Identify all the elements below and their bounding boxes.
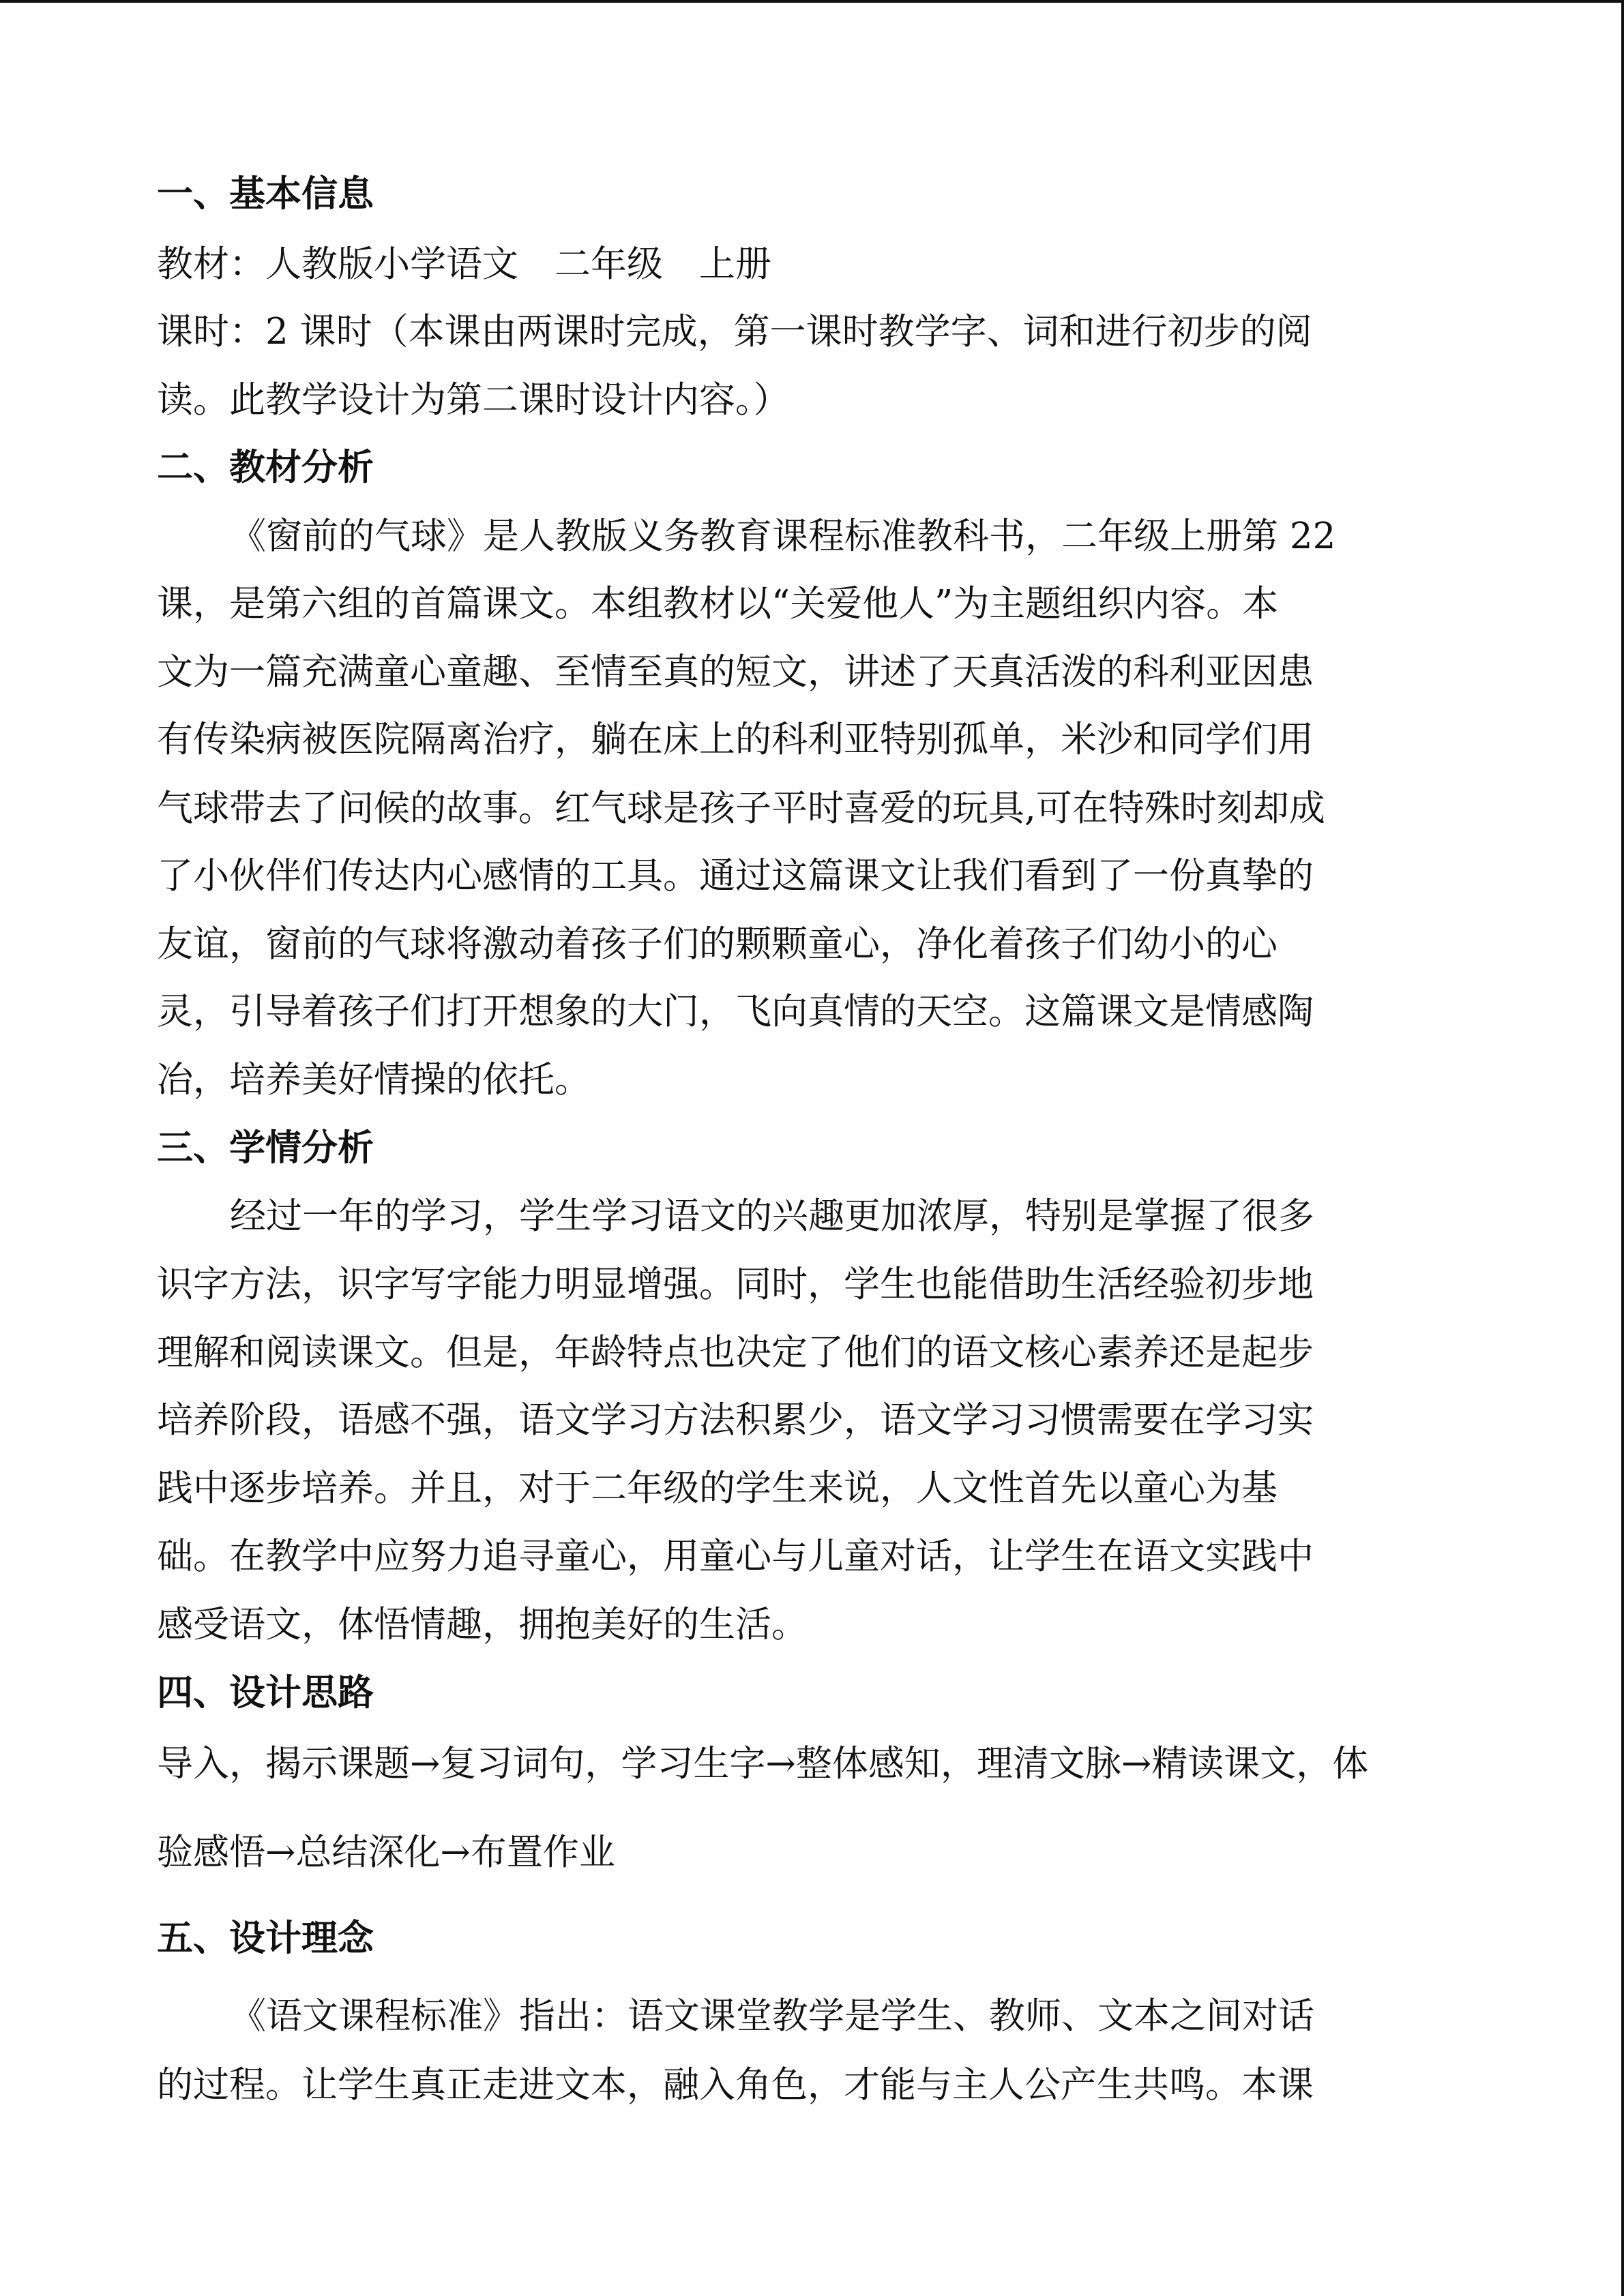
paragraph-line: 冶，培养美好情操的依托。 — [157, 1059, 591, 1101]
page-border-top — [0, 0, 1624, 3]
paragraph-line: 教材：人教版小学语文 二年级 上册 — [157, 243, 771, 285]
paragraph-line: 培养阶段，语感不强，语文学习方法积累少，语文学习习惯需要在学习实 — [157, 1399, 1314, 1441]
paragraph-line: 经过一年的学习，学生学习语文的兴趣更加浓厚，特别是掌握了很多 — [230, 1195, 1314, 1237]
paragraph-line: 《窗前的气球》是人教版义务教育课程标准教科书，二年级上册第 22 — [230, 516, 1336, 557]
paragraph-line: 践中逐步培养。并且，对于二年级的学生来说，人文性首先以童心为基 — [157, 1467, 1278, 1509]
paragraph-line: 有传染病被医院隔离治疗，躺在床上的科利亚特别孤单，米沙和同学们用 — [157, 719, 1314, 760]
section-heading-learner-analysis: 三、学情分析 — [157, 1127, 374, 1169]
paragraph-line: 导入，揭示课题→复习词句，学习生字→整体感知，理清文脉→精读课文，体 — [157, 1743, 1369, 1785]
paragraph-line: 《语文课程标准》指出：语文课堂教学是学生、教师、文本之间对话 — [230, 1995, 1314, 2037]
paragraph-line: 了小伙伴们传达内心感情的工具。通过这篇课文让我们看到了一份真挚的 — [157, 855, 1314, 897]
section-heading-design-philosophy: 五、设计理念 — [157, 1918, 374, 1959]
paragraph-line: 理解和阅读课文。但是，年龄特点也决定了他们的语文核心素养还是起步 — [157, 1332, 1314, 1373]
section-heading-material-analysis: 二、教材分析 — [157, 447, 374, 488]
section-heading-design-approach: 四、设计思路 — [157, 1672, 374, 1714]
paragraph-line: 灵，引导着孩子们打开想象的大门，飞向真情的天空。这篇课文是情感陶 — [157, 991, 1314, 1032]
paragraph-line: 课时：2 课时（本课由两课时完成，第一课时教学字、词和进行初步的阅 — [157, 311, 1312, 353]
paragraph-line: 文为一篇充满童心童趣、至情至真的短文，讲述了天真活泼的科利亚因患 — [157, 651, 1314, 693]
paragraph-line: 气球带去了问候的故事。红气球是孩子平时喜爱的玩具,可在特殊时刻却成 — [157, 788, 1325, 829]
paragraph-line: 友谊，窗前的气球将激动着孩子们的颗颗童心，净化着孩子们幼小的心 — [157, 923, 1278, 965]
paragraph-line: 验感悟→总结深化→布置作业 — [157, 1832, 615, 1873]
page-border-right — [1621, 0, 1624, 2296]
paragraph-line: 感受语文，体悟情趣，拥抱美好的生活。 — [157, 1604, 808, 1645]
paragraph-line: 读。此教学设计为第二课时设计内容。） — [157, 379, 790, 421]
paragraph-line: 识字方法，识字写字能力明显增强。同时，学生也能借助生活经验初步地 — [157, 1264, 1314, 1305]
paragraph-line: 课，是第六组的首篇课文。本组教材以“关爱他人”为主题组织内容。本 — [157, 583, 1279, 625]
section-heading-basic-info: 一、基本信息 — [157, 173, 374, 215]
paragraph-line: 础。在教学中应努力追寻童心，用童心与儿童对话，让学生在语文实践中 — [157, 1536, 1314, 1577]
paragraph-line: 的过程。让学生真正走进文本，融入角色，才能与主人公产生共鸣。本课 — [157, 2064, 1314, 2106]
